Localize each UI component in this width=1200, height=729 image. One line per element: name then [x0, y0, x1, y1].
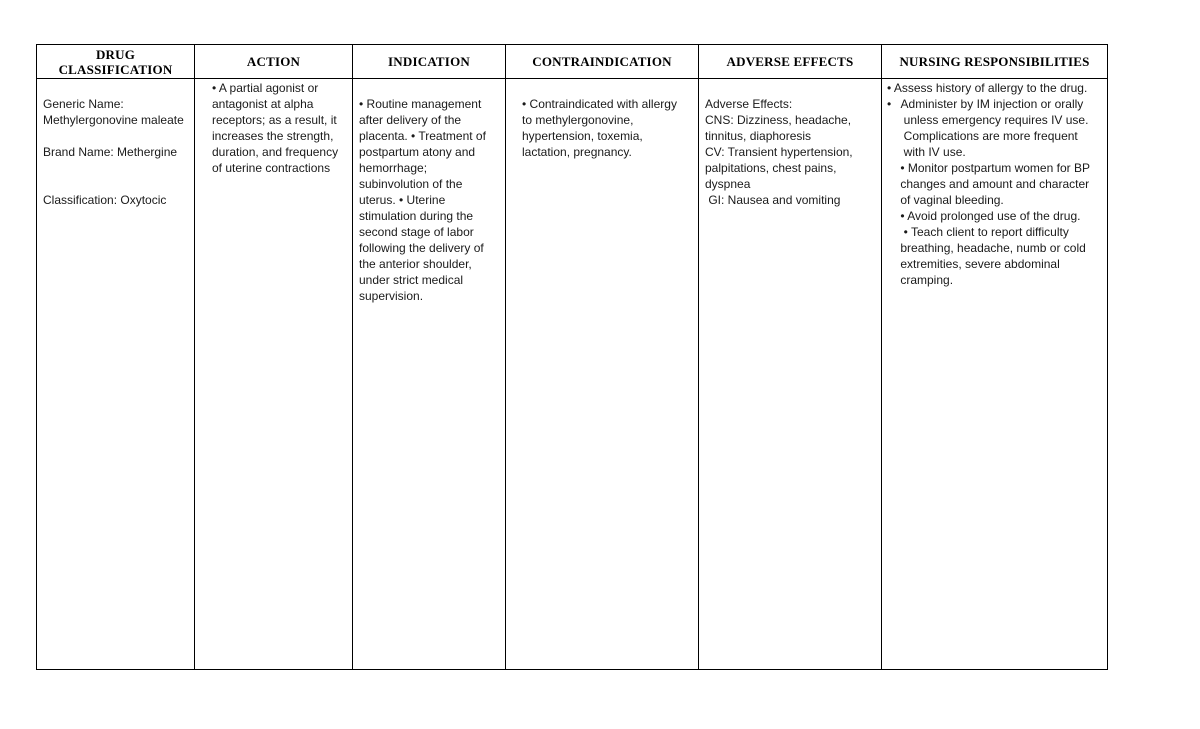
list-item: • Monitor postpartum women for BP changes and amount and character of vaginal bleeding.	[900, 161, 1090, 207]
list-item: • Teach client to report difficulty breathing, headache, numb or cold extremities, severe abdominal cramping.	[900, 225, 1086, 287]
header-adverse-effects: ADVERSE EFFECTS	[699, 45, 882, 79]
header-indication: INDICATION	[353, 45, 506, 79]
action-cell	[195, 79, 353, 670]
drug-classification-cell	[37, 79, 195, 670]
indication-cell	[353, 79, 506, 670]
header-row	[37, 45, 1108, 79]
list-item: • Administer by IM injection or orally unless emergency requires IV use. Complications are more frequent with IV use.	[887, 97, 1089, 159]
contraindication-text: • Contraindicated with allergy to methylergonovine, hypertension, toxemia, lactation, pregnancy.	[522, 97, 677, 159]
indication-text: • Routine management after delivery of the placenta. • Treatment of postpartum atony and hemorrhage; subinvolution of the uterus. • Uterine stimulation during the second stage of labor following the delivery of the anterior shoulder, under strict medical supervision.	[359, 97, 486, 303]
header-drug-classification: DRUG CLASSIFICATION	[37, 45, 195, 79]
header-nursing-responsibilities: NURSING RESPONSIBILITIES	[882, 45, 1108, 79]
adverse-effects-cell	[699, 79, 882, 670]
header-action: ACTION	[195, 45, 353, 79]
table-row	[37, 79, 1108, 670]
adverse-effects-text: Adverse Effects: CNS: Dizziness, headache, tinnitus, diaphoresis CV: Transient hypertension, palpitations, chest pains, dyspnea GI: Nausea and vomiting	[705, 97, 853, 207]
nursing-responsibilities-list	[882, 79, 1107, 288]
header-contraindication: CONTRAINDICATION	[506, 45, 699, 79]
contraindication-cell	[506, 79, 699, 670]
list-item: • Avoid prolonged use of the drug.	[887, 209, 1081, 223]
drug-study-table	[36, 44, 1108, 670]
nursing-responsibilities-cell	[882, 79, 1108, 670]
list-item: • Assess history of allergy to the drug.	[887, 81, 1088, 95]
action-text: • A partial agonist or antagonist at alpha receptors; as a result, it increases the strength, duration, and frequency of uterine contractions	[212, 81, 339, 175]
drug-classification-text: Generic Name: Methylergonovine maleate Brand Name: Methergine Classification: Oxytocic	[43, 97, 184, 207]
